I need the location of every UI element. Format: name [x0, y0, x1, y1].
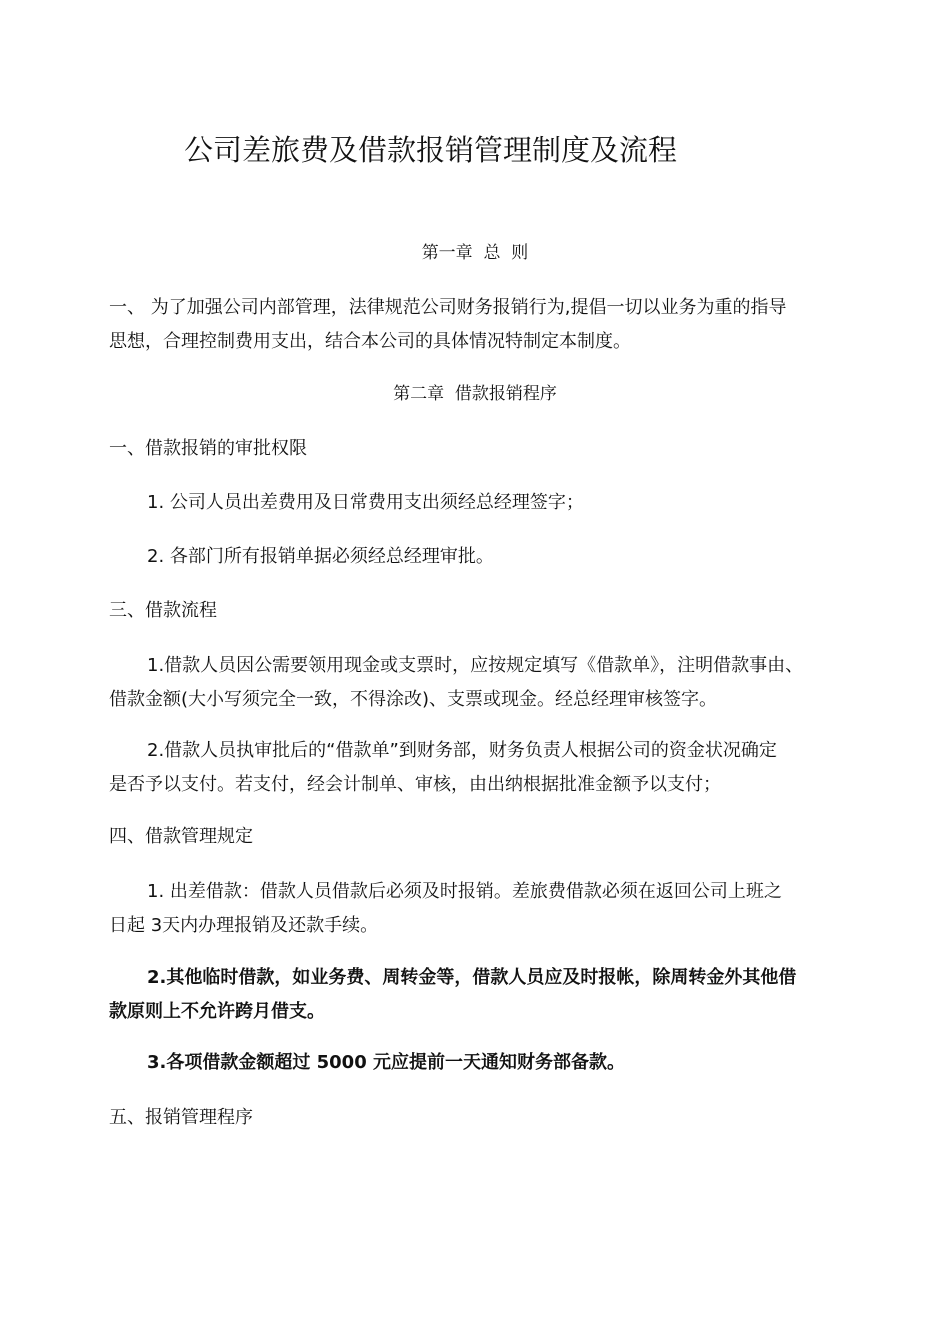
section-heading: 一、借款报销的审批权限 [109, 438, 307, 459]
rules-item-2 [109, 961, 844, 1029]
rules-item-1 [109, 875, 844, 943]
chapter-1-heading: 第一章 总 则 [421, 243, 529, 263]
rules-item-3 [109, 1046, 882, 1080]
paragraph-line: 3.各项借款金额超过 5000 元应提前一天通知财务部备款。 [147, 1052, 625, 1073]
section-rules-heading [109, 820, 844, 854]
section-process-heading [109, 594, 844, 628]
paragraph-line: 2.借款人员执审批后的“借款单”到财务部，财务负责人根据公司的资金状况确定 [147, 740, 777, 761]
section-heading: 三、借款流程 [109, 600, 217, 621]
section-heading: 五、报销管理程序 [109, 1107, 253, 1128]
section-heading: 四、借款管理规定 [109, 826, 253, 847]
document-title: 公司差旅费及借款报销管理制度及流程 [184, 133, 678, 167]
paragraph-line: 1.借款人员因公需要领用现金或支票时，应按规定填写《借款单》，注明借款事由、 [147, 655, 804, 676]
list-item: 1. 公司人员出差费用及日常费用支出须经总经理签字； [147, 492, 584, 513]
chapter-2-heading: 第二章 借款报销程序 [393, 384, 557, 404]
approval-item-1 [109, 486, 882, 520]
section-approval-heading [109, 432, 844, 466]
process-item-1 [109, 649, 844, 717]
paragraph-line: 款原则上不允许跨月借支。 [109, 1001, 325, 1022]
paragraph-line: 1. 出差借款：借款人员借款后必须及时报销。差旅费借款必须在返回公司上班之 [147, 881, 782, 902]
paragraph-line: 是否予以支付。若支付，经会计制单、审核，由出纳根据批准金额予以支付； [109, 774, 721, 795]
process-item-2 [109, 734, 844, 802]
paragraph-line: 借款金额(大小写须完全一致，不得涂改)、支票或现金。经总经理审核签字。 [109, 689, 718, 710]
paragraph-line: 日起 3天内办理报销及还款手续。 [109, 915, 379, 936]
paragraph-line: 思想，合理控制费用支出，结合本公司的具体情况特制定本制度。 [109, 331, 631, 352]
paragraph-line: 2.其他临时借款，如业务费、周转金等，借款人员应及时报帐，除周转金外其他借 [147, 967, 797, 988]
list-item: 2. 各部门所有报销单据必须经总经理审批。 [147, 546, 494, 567]
approval-item-2 [109, 540, 882, 574]
chapter-1-article-1 [109, 291, 844, 359]
section-reimburse-heading [109, 1101, 844, 1135]
paragraph-line: 一、 为了加强公司内部管理，法律规范公司财务报销行为,提倡一切以业务为重的指导 [109, 297, 787, 318]
